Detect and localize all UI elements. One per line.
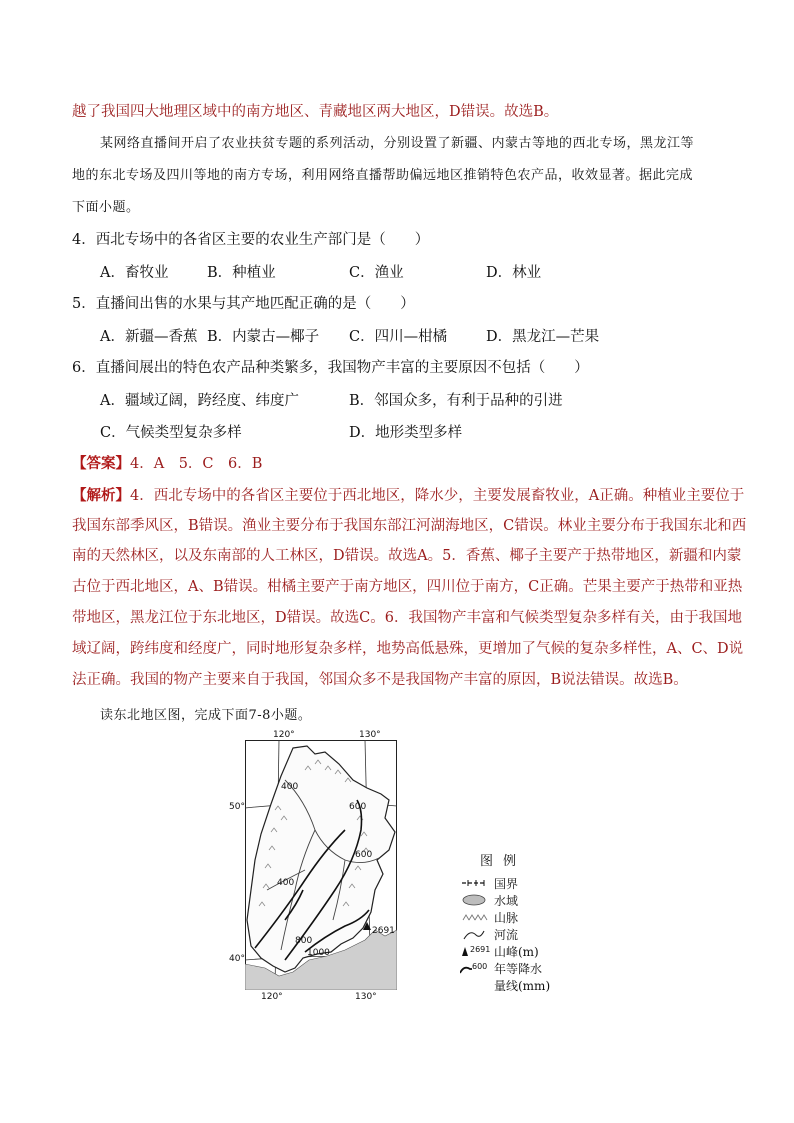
q5-stem: 5．直播间出售的水果与其产地匹配正确的是（ ） [72, 296, 415, 312]
q4-option-a[interactable]: A．畜牧业 [100, 265, 169, 281]
lon-label-top-130: 130° [359, 730, 381, 740]
analysis-tag: 【解析】 [72, 487, 130, 504]
northeast-map [229, 730, 397, 1002]
q5-option-b[interactable]: B．内蒙古—椰子 [207, 329, 320, 345]
analysis-line-3: 南的天然林区，以及东南部的人工林区，D错误。故选A。5．香蕉、椰子主要产于热带地区，新疆和内蒙 [72, 548, 742, 564]
analysis-line-4: 古位于西北地区，A、B错误。柑橘主要产于南方地区，四川位于南方，C正确。芒果主要产于热带和亚热 [72, 579, 743, 595]
isohyet-label-800: 800 [295, 936, 313, 946]
analysis-line-2: 我国东部季风区，B错误。渔业主要分布于我国东部江河湖海地区，C错误。林业主要分布于我国东北和西 [72, 518, 747, 534]
map-intro: 读东北地区图，完成下面7-8小题。 [100, 708, 312, 723]
river-icon [460, 927, 488, 941]
legend-isohyet [460, 960, 550, 977]
intro-line-1: 某网络直播间开启了农业扶贫专题的系列活动，分别设置了新疆、内蒙古等地的西北专场，黑龙江等 [100, 136, 695, 151]
lat-label-50: 50° [229, 802, 245, 812]
legend-peak-label: 山峰(m) [494, 945, 539, 959]
map-legend [460, 850, 550, 994]
isohyet-label-600b: 600 [349, 802, 367, 812]
legend-border-label: 国界 [494, 877, 519, 891]
analysis-text-1: 4．西北专场中的各省区主要位于西北地区，降水少，主要发展畜牧业，A正确。种植业主要位于 [130, 488, 745, 504]
q5-option-d[interactable]: D．黑龙江—芒果 [486, 329, 600, 345]
q6-option-b[interactable]: B．邻国众多，有利于品种的引进 [349, 393, 563, 409]
analysis-line-7: 法正确。我国的物产主要来自于我国，邻国众多不是我国物产丰富的原因，B说法错误。故选B。 [72, 672, 688, 688]
lon-label-bottom-120: 120° [261, 992, 283, 1002]
analysis-line-6: 域辽阔，跨纬度和经度广，同时地形复杂多样，地势高低悬殊，更增加了气候的复杂多样性，A、C、D说 [72, 641, 744, 657]
legend-isohyet-value: 600 [472, 962, 488, 971]
legend-water [460, 892, 550, 909]
answer-text: 4．A 5．C 6．B [130, 456, 263, 472]
answer-line [72, 453, 734, 475]
intro-line-2: 地的东北专场及四川等地的南方专场，利用网络直播帮助偏远地区推销特色农产品，收效显著。据此完成 [72, 168, 694, 183]
analysis-line-5: 带地区，黑龙江位于东北地区，D错误。故选C。6．我国物产丰富和气候类型复杂多样有关，由于我国地 [72, 610, 742, 626]
legend-mountain [460, 909, 550, 926]
legend-isohyet-label-2: 量线(mm) [494, 979, 551, 993]
isohyet-label-1000: 1000 [307, 948, 330, 958]
analysis-continuation: 越了我国四大地理区域中的南方地区、青藏地区两大地区，D错误。故选B。 [72, 104, 559, 120]
legend-border [460, 875, 550, 892]
answer-tag: 【答案】 [72, 455, 130, 472]
q4-stem: 4．西北专场中的各省区主要的农业生产部门是（ ） [72, 232, 430, 248]
legend-river-label: 河流 [494, 928, 519, 942]
peak-label-2691: 2691 [372, 926, 395, 936]
legend-river [460, 926, 550, 943]
legend-isohyet-label: 年等降水 [494, 962, 543, 976]
legend-water-label: 水域 [494, 894, 519, 908]
intro-line-3: 下面小题。 [72, 200, 140, 215]
lon-label-bottom-130: 130° [355, 992, 377, 1002]
q6-option-a[interactable]: A．疆域辽阔，跨经度、纬度广 [100, 393, 299, 409]
legend-peak [460, 943, 550, 960]
q6-option-c[interactable]: C．气候类型复杂多样 [100, 425, 242, 441]
isohyet-label-400: 400 [277, 878, 295, 888]
water-icon [460, 893, 488, 907]
q6-stem: 6．直播间展出的特色农产品种类繁多，我国物产丰富的主要原因不包括（ ） [72, 360, 589, 376]
lon-label-top-120: 120° [273, 730, 295, 740]
lat-label-40: 40° [229, 954, 245, 964]
q6-option-d[interactable]: D．地形类型多样 [349, 425, 463, 441]
border-icon [460, 876, 488, 890]
q4-option-c[interactable]: C．渔业 [349, 265, 404, 281]
analysis-line-1 [72, 485, 745, 507]
mountain-icon [460, 910, 488, 924]
legend-isohyet-2 [460, 977, 550, 994]
isohyet-label-600: 600 [355, 850, 373, 860]
q5-option-a[interactable]: A．新疆—香蕉 [100, 329, 198, 345]
legend-mountain-label: 山脉 [494, 911, 519, 925]
q4-option-b[interactable]: B．种植业 [207, 265, 276, 281]
legend-title: 图例 [480, 854, 527, 869]
q5-option-c[interactable]: C．四川—柑橘 [349, 329, 448, 345]
isohyet-label-400b: 400 [281, 782, 299, 792]
legend-peak-value: 2691 [470, 945, 491, 954]
q4-option-d[interactable]: D．林业 [486, 265, 542, 281]
